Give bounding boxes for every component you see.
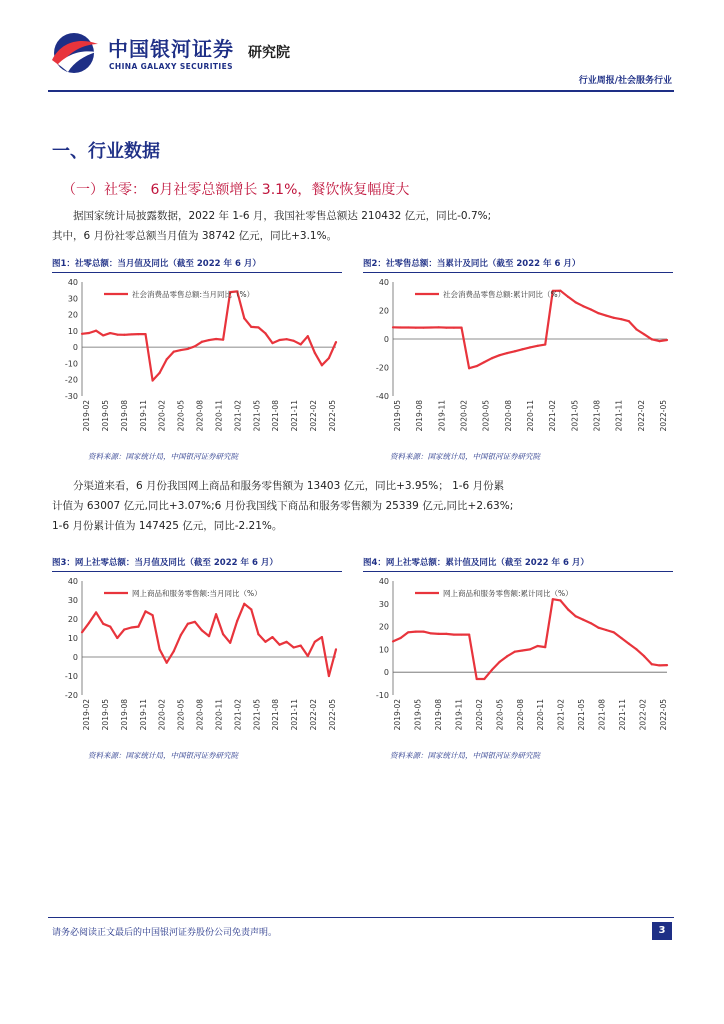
data-point [187, 348, 189, 350]
subsection-title: （一）社零： 6月社零总额增长 3.1%，餐饮恢复幅度大 [62, 182, 410, 198]
y-tick-label: 20 [67, 615, 78, 624]
data-point [293, 646, 295, 648]
x-tick-label: 2021-11 [290, 400, 300, 432]
data-point [151, 379, 153, 381]
data-point [116, 334, 118, 336]
data-point [537, 345, 539, 347]
data-point [613, 317, 615, 319]
figure-4-title: 图4：网上社零总额：累计值及同比（截至 2022 年 6 月） [363, 558, 589, 568]
data-point [328, 357, 330, 359]
data-point [483, 361, 485, 363]
x-tick-label: 2021-02 [233, 400, 243, 432]
data-point [658, 340, 660, 342]
x-tick-label: 2021-05 [252, 699, 262, 731]
data-point [415, 327, 417, 329]
data-point [476, 365, 478, 367]
data-point [453, 633, 455, 635]
data-point [613, 631, 615, 633]
data-point [445, 327, 447, 329]
x-tick-label: 2021-08 [597, 699, 607, 731]
data-point [491, 669, 493, 671]
data-point [314, 641, 316, 643]
data-point [643, 333, 645, 335]
chart-online-cumulative-yoy [363, 575, 673, 745]
y-tick-label: 0 [72, 343, 78, 353]
data-point [229, 642, 231, 644]
figure-2-source: 资料来源：国家统计局，中国银河证券研究院 [390, 452, 540, 461]
x-tick-label: 2019-02 [82, 400, 91, 432]
data-point [651, 663, 653, 665]
paragraph-line: 分渠道来看，6 月份我国网上商品和服务零售额为 13403 亿元，同比+3.95%； 1-6 月份累 [73, 480, 505, 492]
data-point [123, 628, 125, 630]
data-point [109, 332, 111, 334]
data-point [116, 637, 118, 639]
data-point [597, 312, 599, 314]
data-point [567, 608, 569, 610]
data-point [286, 338, 288, 340]
x-tick-label: 2019-02 [82, 699, 91, 731]
data-point [460, 327, 462, 329]
x-tick-label: 2020-11 [214, 699, 224, 731]
data-point [130, 333, 132, 335]
data-point [506, 655, 508, 657]
x-tick-label: 2022-02 [638, 699, 648, 731]
data-point [620, 318, 622, 320]
data-point [514, 350, 516, 352]
paragraph-2 [52, 476, 682, 536]
data-point [422, 327, 424, 329]
data-point [264, 641, 266, 643]
y-tick-label: -10 [375, 691, 389, 700]
data-point [109, 626, 111, 628]
x-tick-label: 2019-11 [454, 699, 464, 731]
data-point [537, 645, 539, 647]
y-tick-label: 30 [378, 599, 389, 609]
chart-retail-cumulative-yoy [363, 276, 673, 446]
series-line [393, 599, 667, 679]
x-tick-label: 2020-11 [536, 699, 546, 731]
paragraph-1 [52, 206, 682, 246]
y-tick-label: 20 [378, 622, 389, 632]
data-point [286, 641, 288, 643]
brand-institute: 研究院 [248, 45, 290, 61]
data-point [635, 648, 637, 650]
x-tick-label: 2019-02 [393, 699, 402, 731]
data-point [257, 326, 259, 328]
data-point [201, 629, 203, 631]
data-point [438, 633, 440, 635]
y-tick-label: 20 [378, 306, 389, 316]
data-point [250, 326, 252, 328]
x-tick-label: 2021-02 [556, 699, 566, 731]
data-point [321, 636, 323, 638]
paragraph-line: 其中，6 月份社零总额当月值为 38742 亿元，同比+3.1%。 [52, 230, 338, 242]
data-point [257, 633, 259, 635]
data-point [208, 339, 210, 341]
data-point [544, 646, 546, 648]
data-point [392, 326, 394, 328]
data-point [476, 678, 478, 680]
data-point [159, 372, 161, 374]
figure-2-title: 图2：社零售总额：当累计及同比（截至 2022 年 6 月） [363, 259, 581, 269]
data-point [271, 342, 273, 344]
data-point [187, 623, 189, 625]
data-point [130, 626, 132, 628]
x-tick-label: 2020-05 [176, 400, 186, 432]
data-point [159, 648, 161, 650]
x-tick-label: 2021-08 [271, 699, 281, 731]
data-point [491, 357, 493, 359]
data-point [498, 354, 500, 356]
x-tick-label: 2020-11 [214, 400, 224, 432]
data-point [582, 305, 584, 307]
data-point [590, 622, 592, 624]
y-tick-label: 10 [67, 634, 78, 643]
series-line [82, 604, 336, 676]
x-tick-label: 2021-11 [290, 699, 300, 731]
x-tick-label: 2019-11 [138, 400, 148, 432]
data-point [430, 326, 432, 328]
data-point [552, 598, 554, 600]
data-point [430, 632, 432, 634]
paragraph-line: 计值为 63007 亿元,同比+3.07%;6 月份我国线下商品和服务零售额为 25339 亿元,同比+2.63%; [52, 500, 514, 512]
data-point [314, 352, 316, 354]
y-tick-label: -10 [64, 672, 78, 681]
figure-4-source: 资料来源：国家统计局，中国银河证券研究院 [390, 751, 540, 760]
data-point [88, 622, 90, 624]
header-divider [48, 90, 674, 92]
data-point [166, 662, 168, 664]
legend-label: 社会消费品零售总额:当月同比（%） [132, 290, 255, 299]
data-point [321, 364, 323, 366]
data-point [335, 341, 337, 343]
x-tick-label: 2022-05 [659, 400, 668, 432]
data-point [215, 613, 217, 615]
data-point [243, 603, 245, 605]
paragraph-line: 据国家统计局披露数据，2022 年 1-6 月，我国社零售总额达 210432 亿元，同比-0.7%; [73, 210, 492, 222]
x-tick-label: 2019-05 [393, 400, 402, 432]
data-point [102, 334, 104, 336]
data-point [620, 637, 622, 639]
data-point [271, 636, 273, 638]
x-tick-label: 2021-02 [548, 400, 558, 432]
data-point [575, 615, 577, 617]
y-tick-label: -20 [64, 691, 78, 700]
data-point [559, 599, 561, 601]
x-tick-label: 2021-02 [233, 699, 243, 731]
legend-label: 社会消费品零售总额:累计同比（%） [443, 290, 566, 299]
data-point [422, 631, 424, 633]
data-point [151, 614, 153, 616]
data-point [407, 631, 409, 633]
data-point [658, 664, 660, 666]
data-point [307, 655, 309, 657]
y-tick-label: 40 [378, 577, 389, 586]
y-tick-label: -20 [375, 363, 389, 373]
data-point [521, 348, 523, 350]
y-tick-label: 30 [67, 596, 78, 605]
figure-1-rule [52, 272, 342, 273]
x-tick-label: 2019-11 [437, 400, 447, 432]
data-point [243, 317, 245, 319]
data-point [137, 333, 139, 335]
y-tick-label: -30 [64, 392, 78, 401]
data-point [590, 308, 592, 310]
x-tick-label: 2020-08 [195, 400, 205, 432]
y-tick-label: 0 [72, 653, 78, 662]
data-point [605, 629, 607, 631]
data-point [628, 320, 630, 322]
x-tick-label: 2022-02 [309, 400, 319, 432]
data-point [453, 327, 455, 329]
data-point [544, 343, 546, 345]
x-tick-label: 2019-08 [433, 699, 443, 731]
data-point [95, 611, 97, 613]
series-line [393, 291, 667, 369]
data-point [582, 619, 584, 621]
figure-2-rule [363, 272, 673, 273]
x-tick-label: 2019-05 [100, 400, 110, 432]
data-point [250, 608, 252, 610]
paragraph-line: 1-6 月份累计值为 147425 亿元，同比-2.21%。 [52, 520, 283, 532]
x-tick-label: 2020-02 [157, 400, 167, 432]
y-tick-label: -40 [375, 392, 389, 401]
figure-3-title: 图3：网上社零总额：当月值及同比（截至 2022 年 6 月） [52, 558, 278, 568]
data-point [597, 627, 599, 629]
series-line [82, 291, 336, 380]
x-tick-label: 2021-08 [592, 400, 602, 432]
data-point [468, 367, 470, 369]
data-point [498, 661, 500, 663]
x-tick-label: 2021-05 [252, 400, 262, 432]
x-tick-label: 2020-08 [515, 699, 525, 731]
y-tick-label: 0 [383, 668, 389, 678]
y-tick-label: 30 [67, 294, 78, 304]
data-point [605, 315, 607, 317]
data-point [88, 332, 90, 334]
x-tick-label: 2022-05 [328, 400, 337, 432]
y-tick-label: -20 [64, 375, 78, 385]
figure-1-title: 图1：社零总额：当月值及同比（截至 2022 年 6 月） [52, 259, 261, 269]
data-point [95, 330, 97, 332]
galaxy-logo-icon [48, 30, 100, 76]
data-point [483, 678, 485, 680]
data-point [173, 650, 175, 652]
data-point [445, 633, 447, 635]
data-point [236, 620, 238, 622]
data-point [166, 358, 168, 360]
data-point [264, 332, 266, 334]
data-point [81, 333, 83, 335]
legend-label: 网上商品和服务零售额:当月同比（%） [132, 589, 262, 598]
data-point [278, 339, 280, 341]
data-point [643, 655, 645, 657]
data-point [335, 648, 337, 650]
data-point [194, 621, 196, 623]
data-point [102, 623, 104, 625]
data-point [407, 326, 409, 328]
figure-4-rule [363, 571, 673, 572]
brand-name-en: CHINA GALAXY SECURITIES [109, 62, 233, 71]
data-point [521, 649, 523, 651]
data-point [529, 346, 531, 348]
x-tick-label: 2020-05 [176, 699, 186, 731]
x-tick-label: 2020-02 [459, 400, 469, 432]
x-tick-label: 2019-05 [413, 699, 423, 731]
data-point [628, 643, 630, 645]
footer-disclaimer: 请务必阅读正文最后的中国银河证券股份公司免责声明。 [52, 928, 278, 938]
x-tick-label: 2022-05 [659, 699, 668, 731]
chart-retail-monthly-yoy [52, 276, 342, 446]
y-tick-label: 40 [67, 278, 78, 287]
data-point [460, 633, 462, 635]
x-tick-label: 2022-02 [636, 400, 646, 432]
data-point [666, 339, 668, 341]
report-type: 行业周报/社会服务行业 [578, 76, 672, 86]
x-tick-label: 2021-11 [614, 400, 624, 432]
x-tick-label: 2020-02 [157, 699, 167, 731]
x-tick-label: 2019-11 [138, 699, 148, 731]
x-tick-label: 2020-05 [481, 400, 491, 432]
x-tick-label: 2020-08 [195, 699, 205, 731]
data-point [173, 351, 175, 353]
data-point [180, 349, 182, 351]
data-point [328, 675, 330, 677]
data-point [300, 645, 302, 647]
x-tick-label: 2021-08 [271, 400, 281, 432]
data-point [575, 301, 577, 303]
data-point [468, 633, 470, 635]
data-point [666, 664, 668, 666]
y-tick-label: 40 [378, 278, 389, 287]
x-tick-label: 2021-11 [618, 699, 628, 731]
figure-1-source: 资料来源：国家统计局，中国银河证券研究院 [88, 452, 238, 461]
data-point [278, 644, 280, 646]
x-tick-label: 2021-05 [570, 400, 580, 432]
x-tick-label: 2019-08 [415, 400, 425, 432]
data-point [514, 651, 516, 653]
data-point [208, 635, 210, 637]
page-number: 3 [652, 922, 672, 940]
data-point [506, 352, 508, 354]
x-tick-label: 2020-02 [474, 699, 484, 731]
data-point [144, 333, 146, 335]
y-tick-label: 40 [67, 577, 78, 586]
x-tick-label: 2022-05 [328, 699, 337, 731]
data-point [81, 631, 83, 633]
x-tick-label: 2019-08 [119, 400, 129, 432]
data-point [567, 296, 569, 298]
y-tick-label: -10 [64, 359, 78, 369]
chart-online-monthly-yoy [52, 575, 342, 745]
data-point [392, 640, 394, 642]
legend-label: 网上商品和服务零售额:累计同比（%） [443, 589, 573, 598]
data-point [144, 610, 146, 612]
figure-3-rule [52, 571, 342, 572]
x-tick-label: 2019-08 [119, 699, 129, 731]
figure-3-source: 资料来源：国家统计局，中国银河证券研究院 [88, 751, 238, 760]
x-tick-label: 2020-08 [503, 400, 513, 432]
y-tick-label: 10 [378, 645, 389, 655]
data-point [300, 343, 302, 345]
data-point [222, 339, 224, 341]
y-tick-label: 0 [383, 335, 389, 344]
x-tick-label: 2020-05 [495, 699, 505, 731]
x-tick-label: 2021-05 [577, 699, 587, 731]
data-point [293, 340, 295, 342]
data-point [222, 633, 224, 635]
data-point [307, 335, 309, 337]
data-point [180, 634, 182, 636]
footer-divider [48, 917, 674, 918]
data-point [438, 326, 440, 328]
section-title: 一、行业数据 [52, 141, 160, 162]
y-tick-label: 10 [67, 326, 78, 336]
brand-name-cn: 中国银河证券 [108, 37, 234, 61]
data-point [215, 338, 217, 340]
data-point [123, 334, 125, 336]
data-point [651, 338, 653, 340]
data-point [400, 326, 402, 328]
x-tick-label: 2019-05 [100, 699, 110, 731]
y-tick-label: 20 [67, 310, 78, 320]
data-point [137, 626, 139, 628]
data-point [194, 345, 196, 347]
x-tick-label: 2020-11 [526, 400, 535, 432]
data-point [635, 328, 637, 330]
data-point [415, 631, 417, 633]
data-point [201, 341, 203, 343]
x-tick-label: 2022-02 [309, 699, 319, 731]
data-point [529, 648, 531, 650]
data-point [400, 637, 402, 639]
